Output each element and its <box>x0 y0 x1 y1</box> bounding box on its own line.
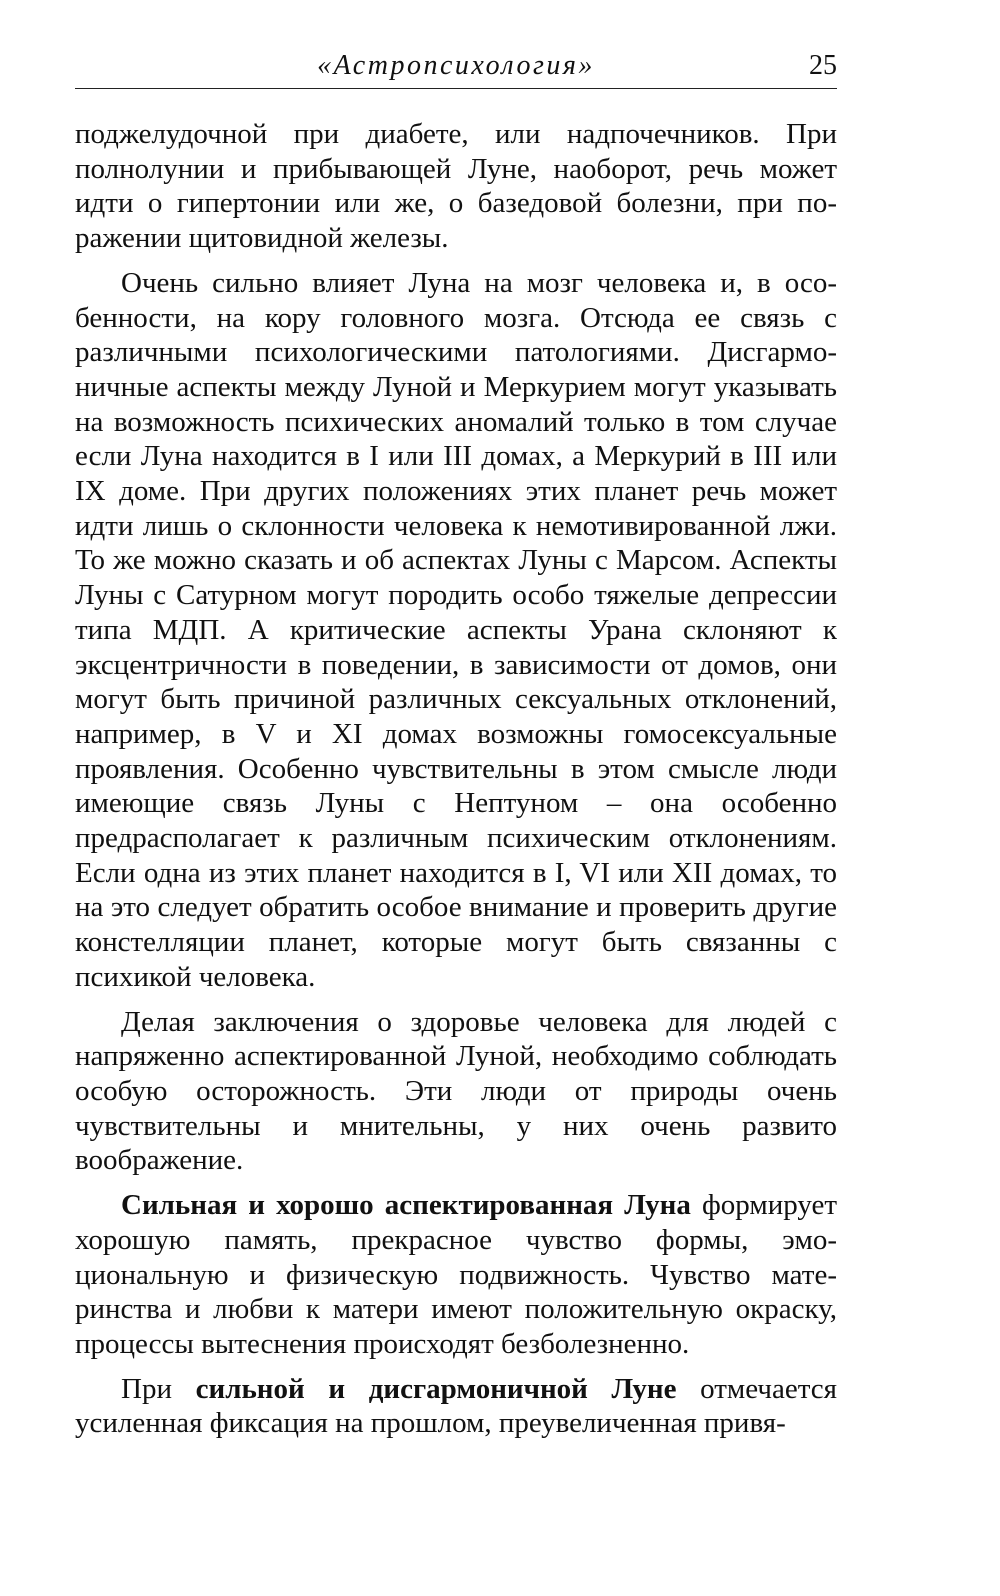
running-title: «Астропсихология» <box>317 50 595 81</box>
paragraph-5-start: При <box>121 1372 196 1405</box>
bold-term-disharmonic-moon: сильной и дисгармоничной Луне <box>195 1372 677 1405</box>
paragraph-4-rest: формирует хорошую память, прекрасное чувство формы, эмоциональную и физическую подвижность. Чувство материнства и любви к матери имеют положительную окраску, процессы вытеснения происходят безболезненно. <box>75 1189 837 1360</box>
body-text <box>75 117 837 1441</box>
bold-term-strong-moon: Сильная и хорошо аспектированная Луна <box>121 1189 691 1222</box>
book-page <box>75 48 837 1451</box>
paragraph-5 <box>75 1372 837 1441</box>
paragraph-4 <box>75 1188 837 1362</box>
paragraph-1: поджелудочной при диабете, или надпочечников. При полнолунии и прибывающей Луне, наоборот, речь может идти о гипертонии или же, о базедовой болезни, при поражении щитовидной железы. <box>75 118 837 255</box>
paragraph-5-rest: отмечается усиленная фиксация на прошлом, преувеличенная привя- <box>75 1372 838 1440</box>
paragraph-3: Делая заключения о здоровье человека для людей с напряженно аспектированной Луной, необходимо соблюдать особую осторожность. Эти люди от природы очень чувствительны и мнительны, у них очень развито воображение. <box>75 1005 837 1177</box>
running-head <box>75 48 837 89</box>
paragraph-2: Очень сильно влияет Луна на мозг человека и, в особенности, на кору головного мозга. Отсюда ее связь с различными психологическими патологиями. Дисгармоничные аспекты между Луной и Меркурием могут указывать на возможность психических аномалий только в том случае если Луна находится в I или III домах, а Меркурий в III или IX доме. При других положениях этих планет речь может идти лишь о склонности человека к немотивированной лжи. То же можно сказать и об аспектах Луны с Марсом. Аспекты Луны с Сатурном могут породить особо тяжелые депрессии типа МДП. А критические аспекты Урана склоняют к эксцентричности в поведении, в зависимости от домов, они могут быть причиной различных сексуальных отклонений, например, в V и XI домах возможны гомосексуальные проявления. Особенно чувствительны в этом смысле люди имеющие связь Луны с Нептуном – она особенно предрасполагает к различным психическим отклонениям. Если одна из этих планет находится в I, VI или XII домах, то на это следует обратить особое внимание и проверить другие констелляции планет, которые могут быть связанны с психикой человека. <box>75 266 837 993</box>
page-number: 25 <box>809 50 837 81</box>
